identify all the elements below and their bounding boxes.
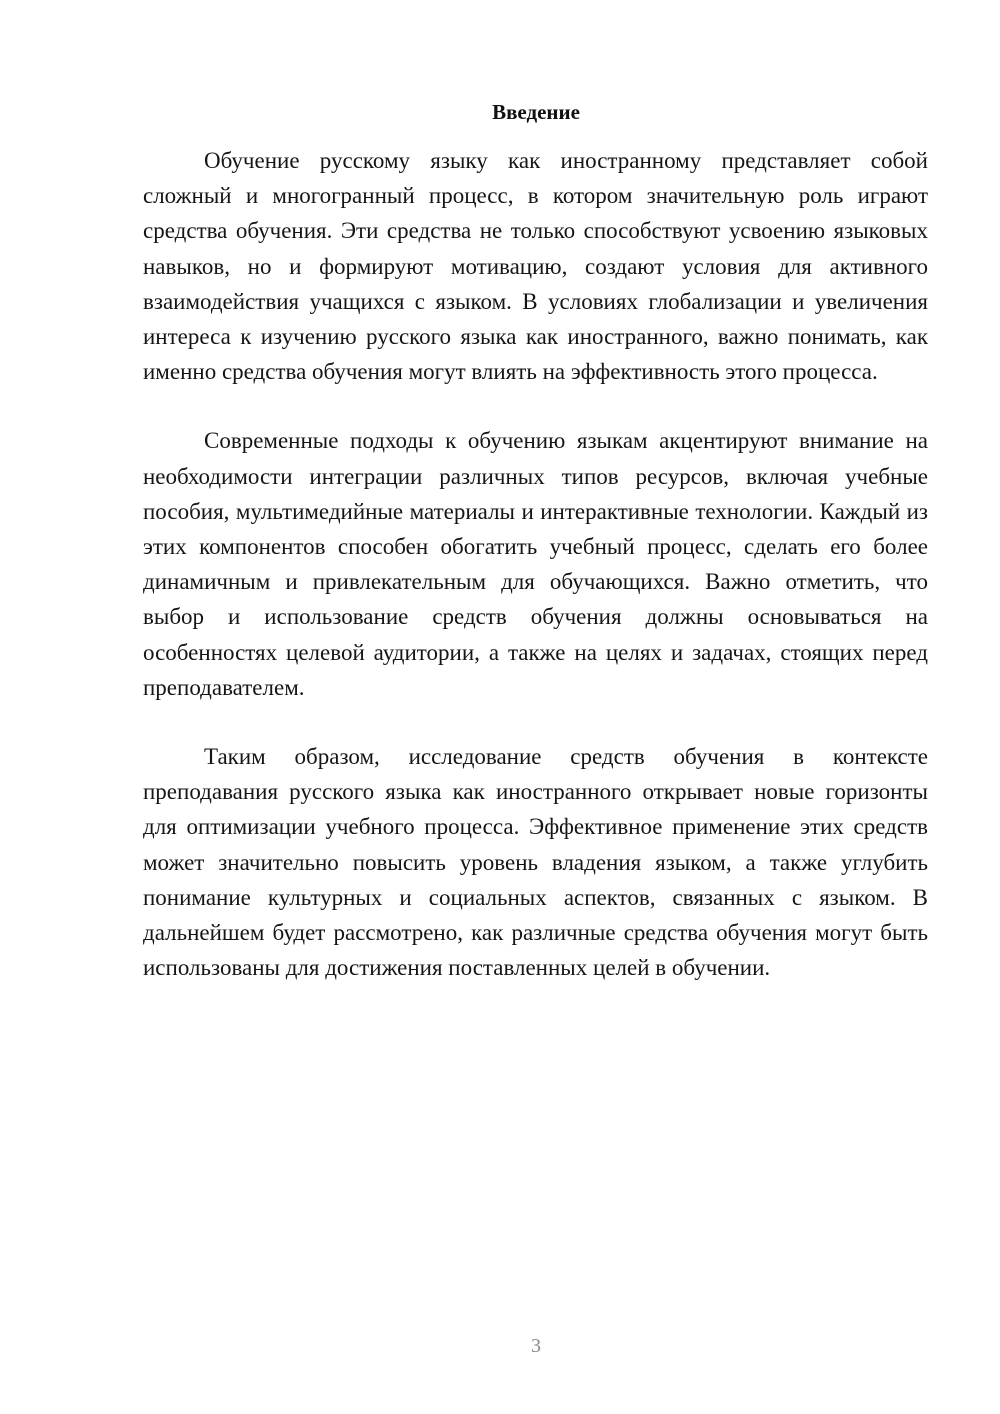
paragraph-1: Обучение русскому языку как иностранному представляет собой сложный и многогранный процесс, в котором значительную роль играют средства обучения. Эти средства не только способствуют усвоению языковых навыков, но и формируют мотивацию, создают условия для активного взаимодействия учащихся с языком. В условиях глобализации и увеличения интереса к изучению русского языка как иностранного, важно понимать, как именно средства обучения могут влиять на эффективность этого процесса.	[143, 148, 928, 385]
section-heading: Введение	[492, 100, 580, 124]
paragraph-2: Современные подходы к обучению языкам акцентируют внимание на необходимости интеграции различных типов ресурсов, включая учебные пособия, мультимедийные материалы и интерактивные технологии. Каждый из этих компонентов способен обогатить учебный процесс, сделать его более динамичным и привлекательным для обучающихся. Важно отметить, что выбор и использование средств обучения должны основываться на особенностях целевой аудитории, а также на целях и задачах, стоящих перед преподавателем.	[143, 428, 928, 700]
body-text	[143, 143, 928, 1019]
page-number: 3	[531, 1335, 541, 1357]
paragraph-3: Таким образом, исследование средств обучения в контексте преподавания русского языка как иностранного открывает новые горизонты для оптимизации учебного процесса. Эффективное применение этих средств может значительно повысить уровень владения языком, а также углубить понимание культурных и социальных аспектов, связанных с языком. В дальнейшем будет рассмотрено, как различные средства обучения могут быть использованы для достижения поставленных целей в обучении.	[143, 744, 928, 981]
